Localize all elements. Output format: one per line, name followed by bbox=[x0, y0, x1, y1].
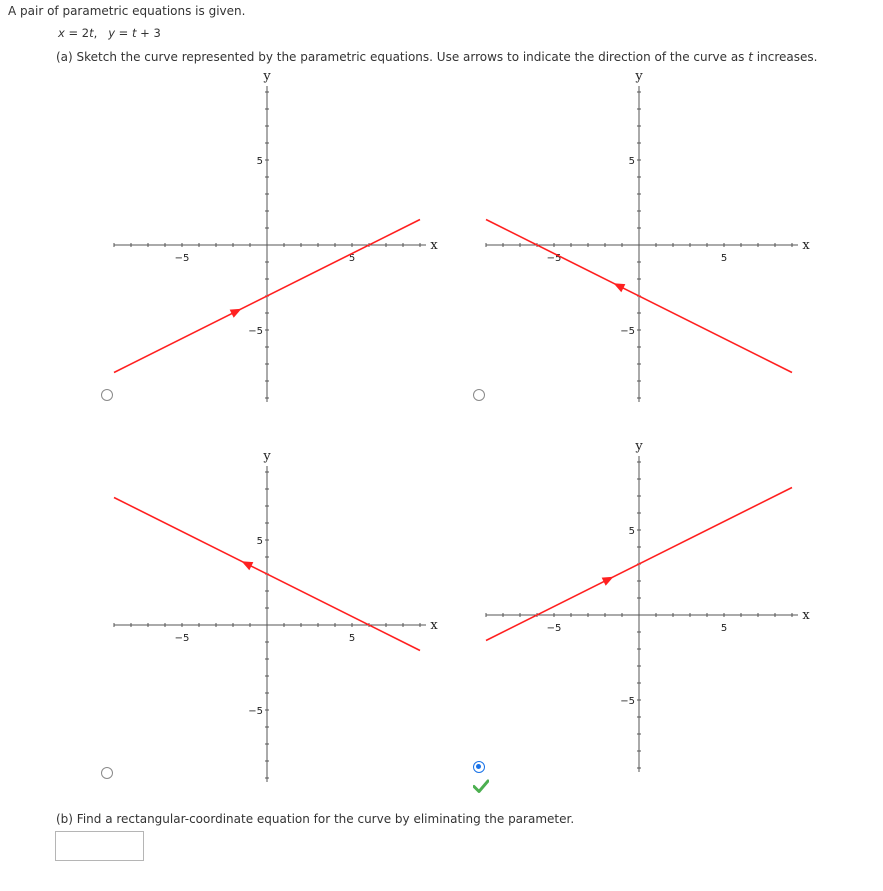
equation-answer-input[interactable] bbox=[55, 831, 144, 861]
y-tick-label-neg: −5 bbox=[620, 326, 635, 337]
radio-option-4[interactable] bbox=[473, 761, 485, 773]
x-tick-label-pos: 5 bbox=[720, 253, 728, 264]
y-tick-label-pos: 5 bbox=[256, 156, 263, 167]
eq-separator: , bbox=[93, 26, 98, 40]
radio-option-3[interactable] bbox=[101, 767, 113, 779]
part-a-prompt bbox=[56, 50, 817, 64]
part-a-param: t bbox=[748, 50, 753, 64]
correct-checkmark-icon bbox=[473, 779, 489, 793]
y-tick-label-pos: 5 bbox=[628, 526, 635, 537]
y-tick-label-neg: −5 bbox=[248, 706, 263, 717]
y-axis-label: y bbox=[263, 449, 271, 464]
y-axis-label: y bbox=[263, 69, 271, 84]
x-tick-label-pos: 5 bbox=[348, 633, 356, 644]
graph-option-1 bbox=[100, 70, 440, 410]
graph-option-2 bbox=[472, 70, 812, 410]
problem-intro: A pair of parametric equations is given. bbox=[8, 4, 246, 18]
part-a-prefix: (a) Sketch the curve represented by the parametric equations. Use arrows to indicate the direction of the curve as bbox=[56, 50, 749, 64]
y-tick-label-pos: 5 bbox=[628, 156, 635, 167]
x-axis-label: x bbox=[430, 618, 438, 633]
part-a-suffix: increases. bbox=[752, 50, 818, 64]
y-variable: y bbox=[108, 26, 116, 40]
y-tick-label-neg: −5 bbox=[248, 326, 263, 337]
y-tail: + 3 bbox=[136, 26, 161, 40]
x-tick-label-neg: −5 bbox=[546, 623, 562, 634]
x-axis-label: x bbox=[802, 608, 810, 623]
y-rhs: = bbox=[115, 26, 132, 40]
x-tick-label-pos: 5 bbox=[720, 623, 728, 634]
y-axis-label: y bbox=[635, 439, 643, 454]
graph-option-4 bbox=[472, 440, 812, 780]
x-variable: x bbox=[58, 26, 65, 40]
x-tick-label-pos: 5 bbox=[348, 253, 356, 264]
x-tick-label-neg: −5 bbox=[546, 253, 562, 264]
part-b-prompt: (b) Find a rectangular-coordinate equation for the curve by eliminating the parameter. bbox=[56, 812, 575, 826]
y-tick-label-neg: −5 bbox=[620, 696, 635, 707]
y-tick-label-pos: 5 bbox=[256, 536, 263, 547]
x-tick-label-neg: −5 bbox=[174, 253, 190, 264]
y-axis-label: y bbox=[635, 69, 643, 84]
x-tick-label-neg: −5 bbox=[174, 633, 190, 644]
y-param: t bbox=[131, 26, 137, 40]
x-rhs: = 2 bbox=[64, 26, 90, 40]
radio-option-2[interactable] bbox=[473, 389, 485, 401]
graph-option-3 bbox=[100, 450, 440, 790]
x-param: t bbox=[89, 26, 94, 40]
x-axis-label: x bbox=[802, 238, 810, 253]
x-axis-label: x bbox=[430, 238, 438, 253]
radio-option-1[interactable] bbox=[101, 389, 113, 401]
parametric-equations bbox=[58, 26, 161, 40]
